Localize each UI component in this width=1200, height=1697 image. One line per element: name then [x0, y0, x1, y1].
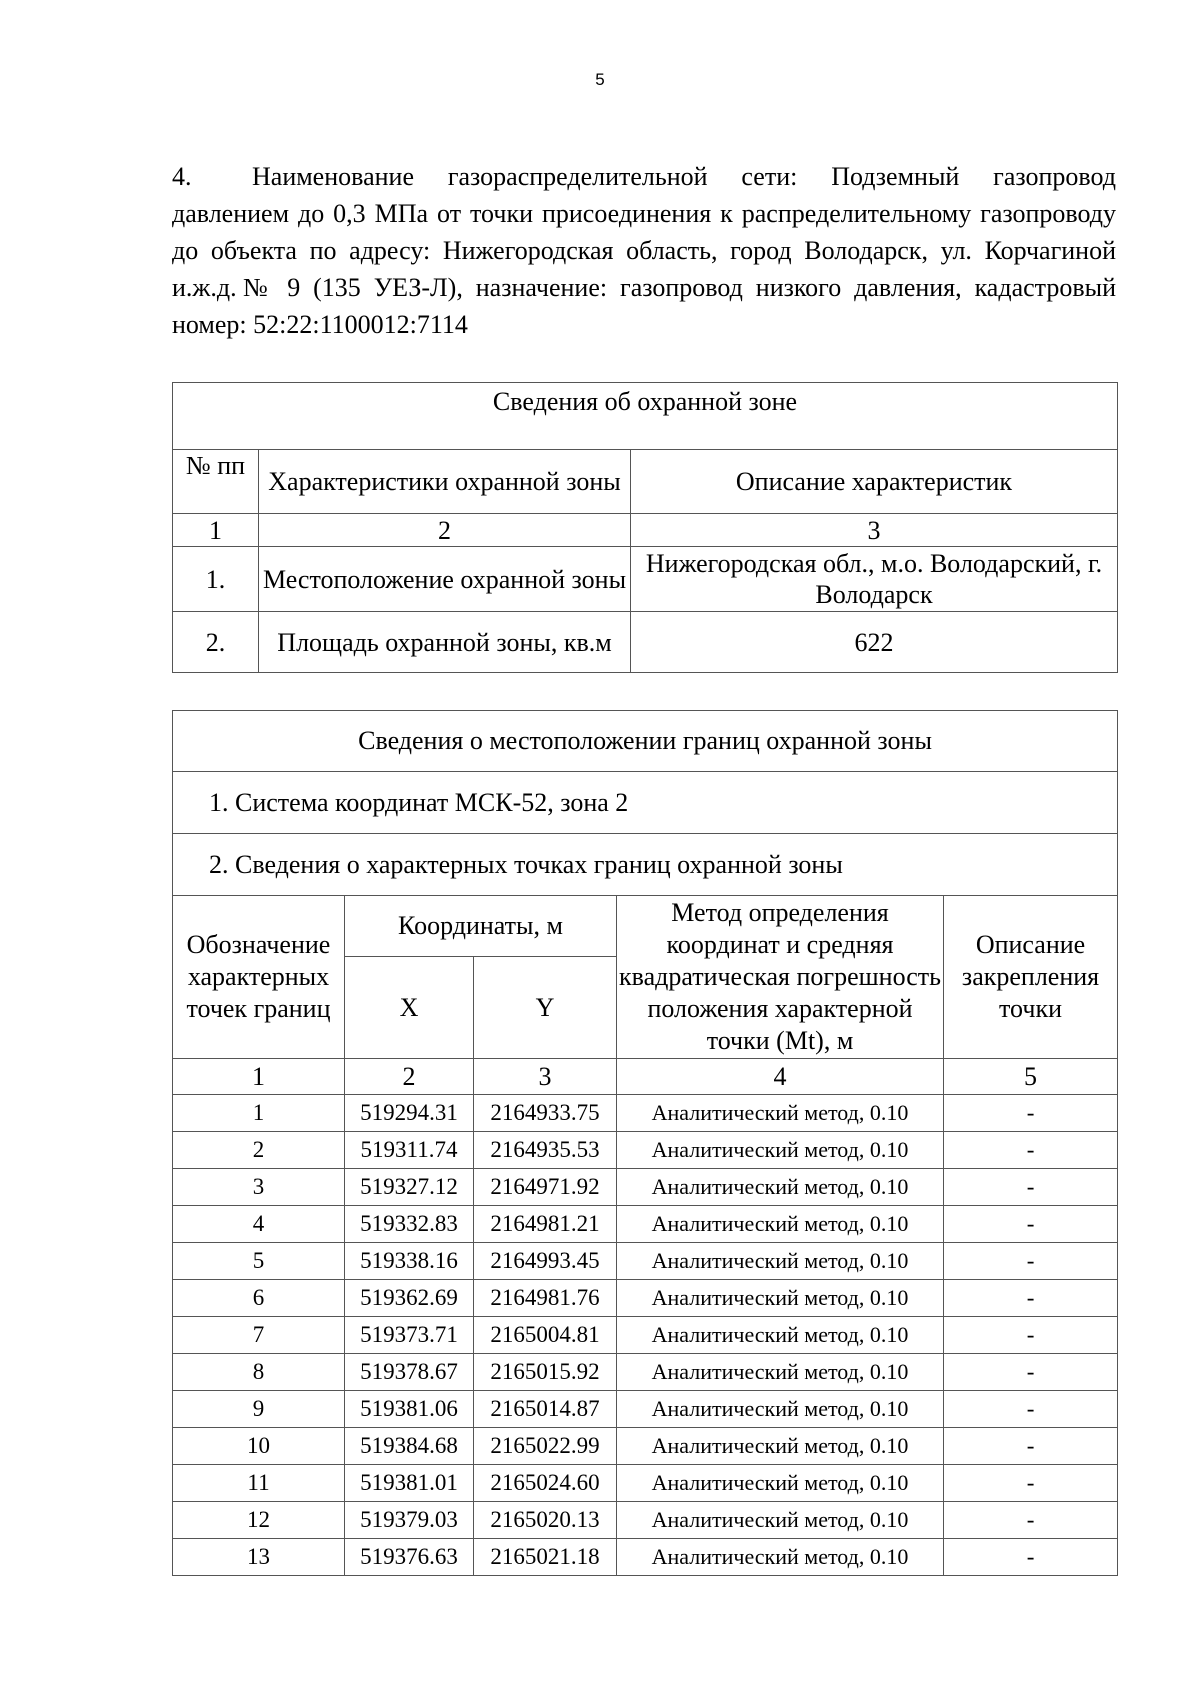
point-y: 2165020.13 — [474, 1502, 617, 1539]
point-fixing: - — [944, 1095, 1118, 1132]
point-method: Аналитический метод, 0.10 — [617, 1539, 944, 1576]
header-coordinates: Координаты, м — [345, 896, 617, 957]
point-method: Аналитический метод, 0.10 — [617, 1280, 944, 1317]
zone-col-number: 3 — [631, 514, 1118, 547]
point-y: 2165024.60 — [474, 1465, 617, 1502]
boundary-col-number: 2 — [345, 1059, 474, 1095]
point-y: 2165021.18 — [474, 1539, 617, 1576]
point-id: 11 — [173, 1465, 345, 1502]
point-fixing: - — [944, 1132, 1118, 1169]
coordinate-system: 1. Система координат МСК-52, зона 2 — [173, 772, 1118, 834]
point-y: 2164981.21 — [474, 1206, 617, 1243]
point-method: Аналитический метод, 0.10 — [617, 1243, 944, 1280]
point-x: 519381.01 — [345, 1465, 474, 1502]
header-method: Метод определения координат и средняя квадратическая погрешность положения характерной точки (Mt), м — [617, 896, 944, 1059]
zone-row-value: Нижегородская обл., м.о. Володарский, г. Володарск — [631, 547, 1118, 612]
zone-row-number: 1. — [173, 547, 259, 612]
point-id: 2 — [173, 1132, 345, 1169]
point-fixing: - — [944, 1280, 1118, 1317]
point-y: 2165004.81 — [474, 1317, 617, 1354]
point-x: 519379.03 — [345, 1502, 474, 1539]
boundary-table-caption: Сведения о местоположении границ охранной зоны — [173, 711, 1118, 772]
table-row — [173, 1428, 1118, 1465]
page-number: 5 — [595, 70, 605, 89]
point-id: 12 — [173, 1502, 345, 1539]
zone-row-name: Местоположение охранной зоны — [259, 547, 631, 612]
point-method: Аналитический метод, 0.10 — [617, 1391, 944, 1428]
point-method: Аналитический метод, 0.10 — [617, 1132, 944, 1169]
table-row — [173, 1132, 1118, 1169]
point-x: 519378.67 — [345, 1354, 474, 1391]
table-row — [173, 1502, 1118, 1539]
point-fixing: - — [944, 1243, 1118, 1280]
point-fixing: - — [944, 1465, 1118, 1502]
zone-header-number: № пп — [173, 450, 259, 514]
point-id: 5 — [173, 1243, 345, 1280]
point-fixing: - — [944, 1391, 1118, 1428]
point-fixing: - — [944, 1539, 1118, 1576]
boundary-col-number: 3 — [474, 1059, 617, 1095]
zone-col-number: 1 — [173, 514, 259, 547]
point-x: 519381.06 — [345, 1391, 474, 1428]
point-y: 2164971.92 — [474, 1169, 617, 1206]
header-y: Y — [474, 957, 617, 1059]
table-row — [173, 1317, 1118, 1354]
point-id: 8 — [173, 1354, 345, 1391]
point-fixing: - — [944, 1354, 1118, 1391]
point-method: Аналитический метод, 0.10 — [617, 1502, 944, 1539]
point-x: 519373.71 — [345, 1317, 474, 1354]
point-x: 519327.12 — [345, 1169, 474, 1206]
intro-paragraph — [172, 158, 1116, 343]
point-id: 7 — [173, 1317, 345, 1354]
header-x: X — [345, 957, 474, 1059]
table-row — [173, 1206, 1118, 1243]
point-y: 2164993.45 — [474, 1243, 617, 1280]
point-id: 10 — [173, 1428, 345, 1465]
points-caption: 2. Сведения о характерных точках границ охранной зоны — [173, 834, 1118, 896]
zone-header-description: Описание характеристик — [631, 450, 1118, 514]
point-y: 2164935.53 — [474, 1132, 617, 1169]
point-method: Аналитический метод, 0.10 — [617, 1354, 944, 1391]
point-x: 519311.74 — [345, 1132, 474, 1169]
point-method: Аналитический метод, 0.10 — [617, 1095, 944, 1132]
point-id: 6 — [173, 1280, 345, 1317]
table-row — [173, 1280, 1118, 1317]
point-x: 519384.68 — [345, 1428, 474, 1465]
intro-number: 4. — [172, 162, 192, 191]
point-y: 2165022.99 — [474, 1428, 617, 1465]
point-fixing: - — [944, 1502, 1118, 1539]
table-row — [173, 1243, 1118, 1280]
zone-table-caption: Сведения об охранной зоне — [173, 383, 1118, 450]
point-id: 3 — [173, 1169, 345, 1206]
point-id: 13 — [173, 1539, 345, 1576]
point-fixing: - — [944, 1317, 1118, 1354]
point-fixing: - — [944, 1169, 1118, 1206]
point-y: 2165015.92 — [474, 1354, 617, 1391]
header-designation: Обозначение характерных точек границ — [173, 896, 345, 1059]
point-y: 2164981.76 — [474, 1280, 617, 1317]
table-row — [173, 1391, 1118, 1428]
header-fixing: Описание закрепления точки — [944, 896, 1118, 1059]
point-id: 4 — [173, 1206, 345, 1243]
point-method: Аналитический метод, 0.10 — [617, 1169, 944, 1206]
point-fixing: - — [944, 1206, 1118, 1243]
boundary-points-table — [172, 710, 1118, 1576]
boundary-col-number: 1 — [173, 1059, 345, 1095]
zone-row-value: 622 — [631, 612, 1118, 673]
point-y: 2164933.75 — [474, 1095, 617, 1132]
point-method: Аналитический метод, 0.10 — [617, 1465, 944, 1502]
point-x: 519332.83 — [345, 1206, 474, 1243]
point-fixing: - — [944, 1428, 1118, 1465]
point-x: 519362.69 — [345, 1280, 474, 1317]
point-method: Аналитический метод, 0.10 — [617, 1428, 944, 1465]
table-row — [173, 1169, 1118, 1206]
point-x: 519338.16 — [345, 1243, 474, 1280]
table-row — [173, 1465, 1118, 1502]
boundary-col-number: 4 — [617, 1059, 944, 1095]
point-id: 1 — [173, 1095, 345, 1132]
zone-col-number: 2 — [259, 514, 631, 547]
point-x: 519294.31 — [345, 1095, 474, 1132]
point-y: 2165014.87 — [474, 1391, 617, 1428]
zone-row-number: 2. — [173, 612, 259, 673]
point-id: 9 — [173, 1391, 345, 1428]
point-x: 519376.63 — [345, 1539, 474, 1576]
point-method: Аналитический метод, 0.10 — [617, 1317, 944, 1354]
boundary-col-number: 5 — [944, 1059, 1118, 1095]
intro-text: Наименование газораспределительной сети: Подземный газопровод давлением до 0,3 МПа от точки присоединения к распределительному газопроводу до объекта по адресу: Нижегородская область, город Володарск, ул. Корчагиной и.ж.д.№ 9 (135 УЕЗ-Л), назначение: газопровод низкого давления, кадастровый номер: 52:22:1100012:7114 — [172, 162, 1116, 339]
zone-row-name: Площадь охранной зоны, кв.м — [259, 612, 631, 673]
zone-header-characteristic: Характеристики охранной зоны — [259, 450, 631, 514]
point-method: Аналитический метод, 0.10 — [617, 1206, 944, 1243]
table-row — [173, 1095, 1118, 1132]
table-row — [173, 1539, 1118, 1576]
protection-zone-table — [172, 382, 1118, 673]
table-row — [173, 1354, 1118, 1391]
